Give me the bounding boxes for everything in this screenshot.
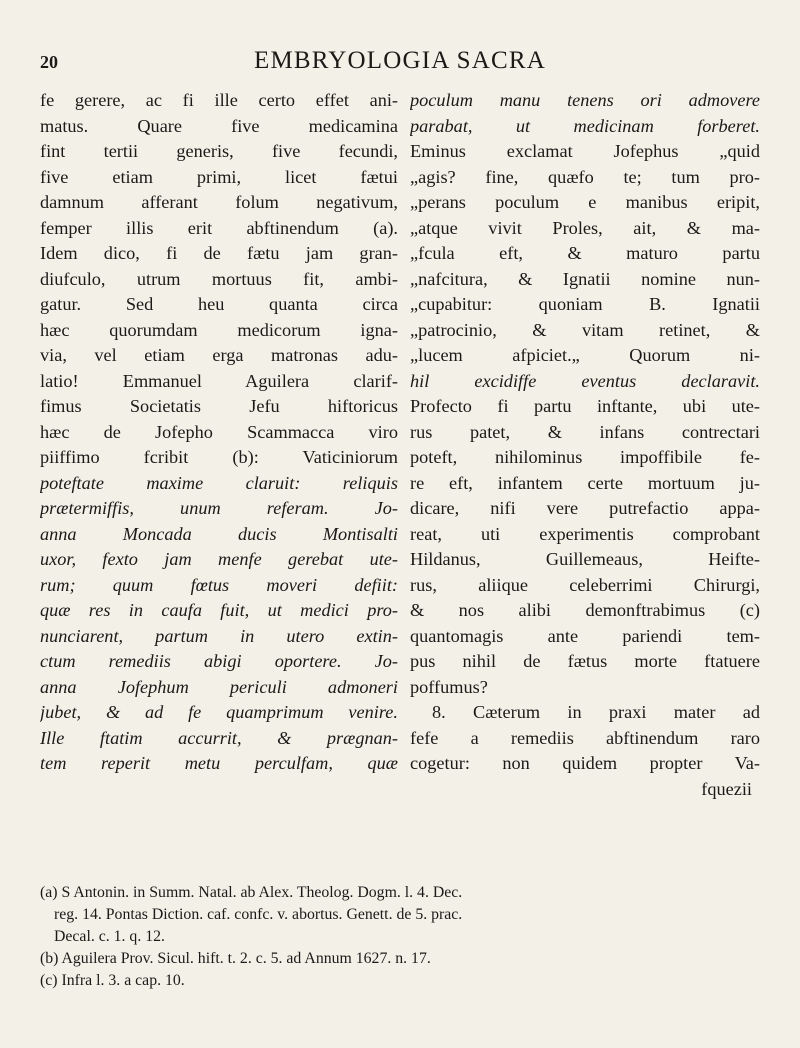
footnote-a: (a) S Antonin. in Summ. Natal. ab Alex. Theolog. Dogm. l. 4. Dec.	[40, 884, 463, 901]
text-line: rus, aliique celeberrimi Chirurgi,	[410, 574, 760, 595]
text-line: Idem dico, fi de fætu jam gran-	[40, 243, 398, 263]
text-line: hæc de Jofepho Scammacca viro	[40, 421, 398, 442]
text-line: „agis? fine, quæfo te; tum pro-	[410, 166, 760, 187]
text-line: „nafcitura, & Ignatii nomine nun-	[410, 268, 760, 289]
text-line-italic: uxor, fexto jam menfe gerebat ute-	[40, 549, 398, 569]
text-line: fe gerere, ac fi ille certo effet ani-	[40, 90, 398, 110]
text-line: matus. Quare five medicamina	[40, 115, 398, 136]
text-line: re eft, infantem certe mortuum ju-	[410, 472, 760, 493]
text-line: „lucem afpiciet.„ Quorum ni-	[410, 345, 760, 365]
text-line: Hildanus, Guillemeaus, Heifte-	[410, 549, 760, 569]
text-line: „perans poculum e manibus eripit,	[410, 192, 760, 212]
text-line: piiffimo fcribit (b): Vaticiniorum	[40, 447, 398, 467]
text-line: & nos alibi demonftrabimus (c)	[410, 600, 760, 620]
text-line: „atque vivit Proles, ait, & ma-	[410, 217, 760, 238]
text-line-italic: quæ res in caufa fuit, ut medici pro-	[40, 600, 398, 620]
text-line: five etiam primi, licet fætui	[40, 166, 398, 187]
text-line-italic: ctum remediis abigi oportere. Jo-	[40, 651, 398, 671]
footnote-c: (c) Infra l. 3. a cap. 10.	[40, 972, 185, 989]
text-line: quantomagis ante pariendi tem-	[410, 625, 760, 646]
text-line-italic: hil excidiffe eventus declaravit.	[410, 370, 760, 391]
text-line-italic: poculum manu tenens ori admovere	[410, 90, 760, 110]
catchword: fquezii	[701, 778, 752, 799]
text-line: Eminus exclamat Jofephus „quid	[410, 141, 760, 161]
text-line: femper illis erit abftinendum (a).	[40, 217, 398, 238]
text-line: gatur. Sed heu quanta circa	[40, 294, 398, 314]
text-line: dicare, nifi vere putrefactio appa-	[410, 498, 760, 518]
text-line-italic: nunciarent, partum in utero extin-	[40, 625, 398, 646]
text-line: 8. Cæterum in praxi mater ad	[432, 702, 760, 722]
text-line: rus patet, & infans contrectari	[410, 421, 760, 442]
text-line: fefe a remediis abftinendum raro	[410, 727, 760, 748]
text-line: pus nihil de fætus morte ftatuere	[410, 651, 760, 671]
text-line-italic: anna Jofephum periculi admoneri	[40, 676, 398, 697]
page-number: 20	[40, 52, 58, 72]
text-line: cogetur: non quidem propter Va-	[410, 753, 760, 773]
left-column	[40, 88, 398, 777]
text-line-italic: poteftate maxime claruit: reliquis	[40, 472, 398, 493]
right-column	[410, 88, 760, 802]
text-line: „patrocinio, & vitam retinet, &	[410, 319, 760, 340]
text-line-italic: Ille ftatim accurrit, & prægnan-	[40, 727, 398, 748]
text-line-italic: parabat, ut medicinam forberet.	[410, 115, 760, 136]
text-line: latio! Emmanuel Aguilera clarif-	[40, 370, 398, 391]
text-line: „cupabitur: quoniam B. Ignatii	[410, 294, 760, 314]
footnote-b: (b) Aguilera Prov. Sicul. hift. t. 2. c. 5. ad Annum 1627. n. 17.	[40, 950, 431, 967]
text-line: reat, uti experimentis comprobant	[410, 523, 760, 544]
text-line: fint tertii generis, five fecundi,	[40, 141, 398, 161]
text-line-italic: jubet, & ad fe quamprimum venire.	[40, 702, 398, 722]
text-line: diufculo, utrum mortuus fit, ambi-	[40, 268, 398, 289]
text-line: damnum afferant folum negativum,	[40, 192, 398, 212]
text-line: poffumus?	[410, 676, 488, 697]
text-line-italic: anna Moncada ducis Montisalti	[40, 523, 398, 544]
text-line: fimus Societatis Jefu hiftoricus	[40, 396, 398, 416]
text-line: Profecto fi partu inftante, ubi ute-	[410, 396, 760, 416]
text-line: via, vel etiam erga matronas adu-	[40, 345, 398, 365]
text-line-italic: tem reperit metu perculfam, quæ	[40, 753, 398, 773]
running-head: EMBRYOLOGIA SACRA	[254, 47, 546, 74]
footnote-a-cont: reg. 14. Pontas Diction. caf. confc. v. abortus. Genett. de 5. prac.	[54, 906, 463, 923]
text-line: „fcula eft, & maturo partu	[410, 243, 760, 263]
footnote-a-cont: Decal. c. 1. q. 12.	[54, 928, 165, 945]
text-line-italic: prætermiffis, unum referam. Jo-	[40, 498, 398, 518]
text-line-italic: rum; quum fœtus moveri defiit:	[40, 574, 398, 595]
footnotes	[40, 882, 760, 992]
text-line: poteft, nihilominus impoffibile fe-	[410, 447, 760, 467]
text-line: hæc quorumdam medicorum igna-	[40, 319, 398, 340]
